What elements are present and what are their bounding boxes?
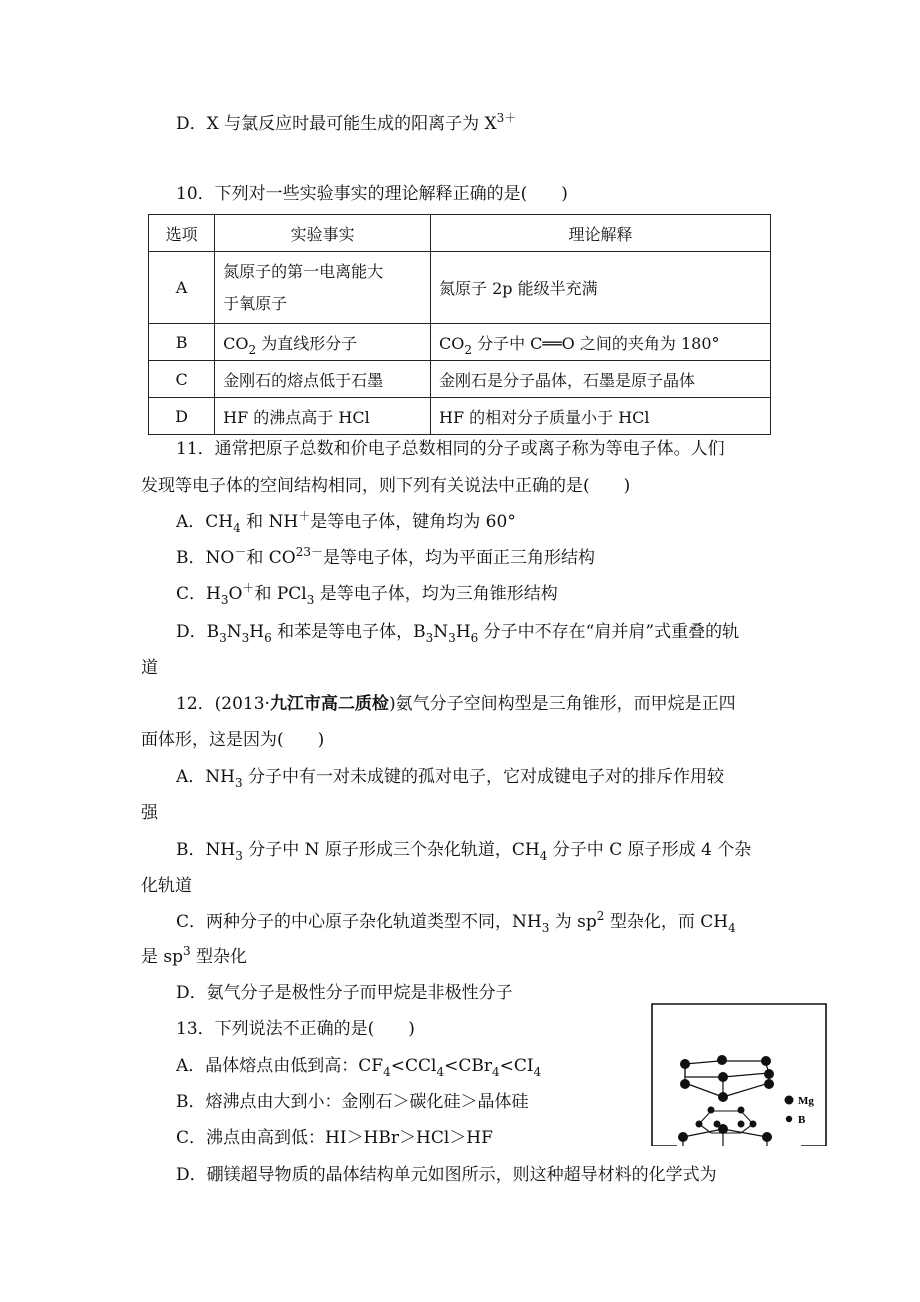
q11-stem-line2: 发现等电子体的空间结构相同，则下列有关说法中正确的是( )	[141, 476, 631, 496]
q13-option-d: D．硼镁超导物质的晶体结构单元如图所示，则这种超导材料的化学式为	[176, 1165, 717, 1185]
table-row	[149, 324, 771, 361]
q12-stem-line1: 12．(2013·九江市高二质检)氨气分子空间构型是三角锥形，而甲烷是正四	[176, 694, 736, 714]
crystal-structure-figure	[651, 1003, 827, 1146]
q9-option-d: D．X 与氯反应时最可能生成的阳离子为 $X^{3+}$	[176, 111, 517, 134]
q12-option-a: A．$NH_3$ 分子中有一对未成键的孤对电子，它对成键电子对的排斥作用较	[176, 767, 725, 790]
q10-table	[148, 214, 771, 435]
b-atoms	[696, 1107, 757, 1128]
header-theory: 理论解释	[430, 215, 770, 252]
table-header-row	[149, 215, 771, 252]
q13-stem: 13．下列说法不正确的是( )	[176, 1019, 415, 1039]
q12-option-b: B．$NH_3$ 分子中 N 原子形成三个杂化轨道，$CH_4$ 分子中 C 原子形成 4 个杂	[176, 840, 752, 863]
q12-option-a-line2: 强	[141, 803, 158, 823]
header-fact: 实验事实	[215, 215, 431, 252]
header-option: 选项	[149, 215, 215, 252]
mg-atoms-top	[680, 1055, 774, 1102]
row-fact: 金刚石的熔点低于石墨	[215, 361, 431, 398]
legend-b-dot	[786, 1116, 792, 1122]
q11-option-b: B．NO－和 $CO^{23-}$是等电子体，均为平面正三角形结构	[176, 545, 595, 568]
q11-option-a: A．$CH_4$ 和 NH＋是等电子体，键角均为 60°	[176, 509, 516, 535]
row-option: D	[149, 398, 215, 435]
q13-option-a: A．晶体熔点由低到高：$CF_4<CCl_4<CBr_4<CI_4$	[176, 1056, 542, 1079]
legend-b-label: B	[798, 1114, 806, 1126]
q12-option-d: D．氨气分子是极性分子而甲烷是非极性分子	[176, 983, 513, 1003]
row-theory: 氮原子 2p 能级半充满	[430, 252, 770, 324]
row-theory: 金刚石是分子晶体，石墨是原子晶体	[430, 361, 770, 398]
q11-stem-line1: 11．通常把原子总数和价电子总数相同的分子或离子称为等电子体。人们	[176, 439, 725, 459]
row-theory: HF 的相对分子质量小于 HCl	[430, 398, 770, 435]
row-option: A	[149, 252, 215, 324]
row-fact: $CO_2$ 为直线形分子	[215, 324, 431, 361]
legend-mg-label: Mg	[798, 1095, 814, 1107]
q11-option-d-line2: 道	[141, 658, 158, 678]
legend-mg-dot	[785, 1096, 794, 1105]
q10-stem: 10．下列对一些实验事实的理论解释正确的是( )	[176, 184, 568, 204]
row-fact: HF 的沸点高于 HCl	[215, 398, 431, 435]
q12-option-b-line2: 化轨道	[141, 876, 192, 896]
table-row	[149, 361, 771, 398]
row-option: C	[149, 361, 215, 398]
table-row	[149, 252, 771, 324]
mg-atoms-bottom	[678, 1124, 772, 1142]
row-option: B	[149, 324, 215, 361]
q12-option-c: C．两种分子的中心原子杂化轨道类型不同，$NH_3$ 为 $sp^2$ 型杂化，而 $CH_4$	[176, 909, 736, 935]
table-row	[149, 398, 771, 435]
row-fact: 氮原子的第一电离能大 于氧原子	[215, 252, 431, 324]
q13-option-c: C．沸点由高到低：HI＞HBr＞HCl＞HF	[176, 1128, 493, 1148]
q12-source: 九江市高二质检	[269, 694, 389, 714]
q13-option-b: B．熔沸点由大到小：金刚石＞碳化硅＞晶体硅	[176, 1092, 529, 1112]
row-theory: $CO_2$ 分子中 C══O 之间的夹角为 180°	[430, 324, 770, 361]
q11-option-d: D．$B_3N_3H_6$ 和苯是等电子体，$B_3N_3H_6$ 分子中不存在“肩并肩”式重叠的轨	[176, 622, 740, 645]
q12-stem-line2: 面体形，这是因为( )	[141, 730, 325, 750]
q11-option-c: C．$H_3O^+$和 PCl$_3$ 是等电子体，均为三角锥形结构	[176, 581, 558, 607]
q12-option-c-line2: 是 $sp^3$ 型杂化	[141, 944, 248, 967]
